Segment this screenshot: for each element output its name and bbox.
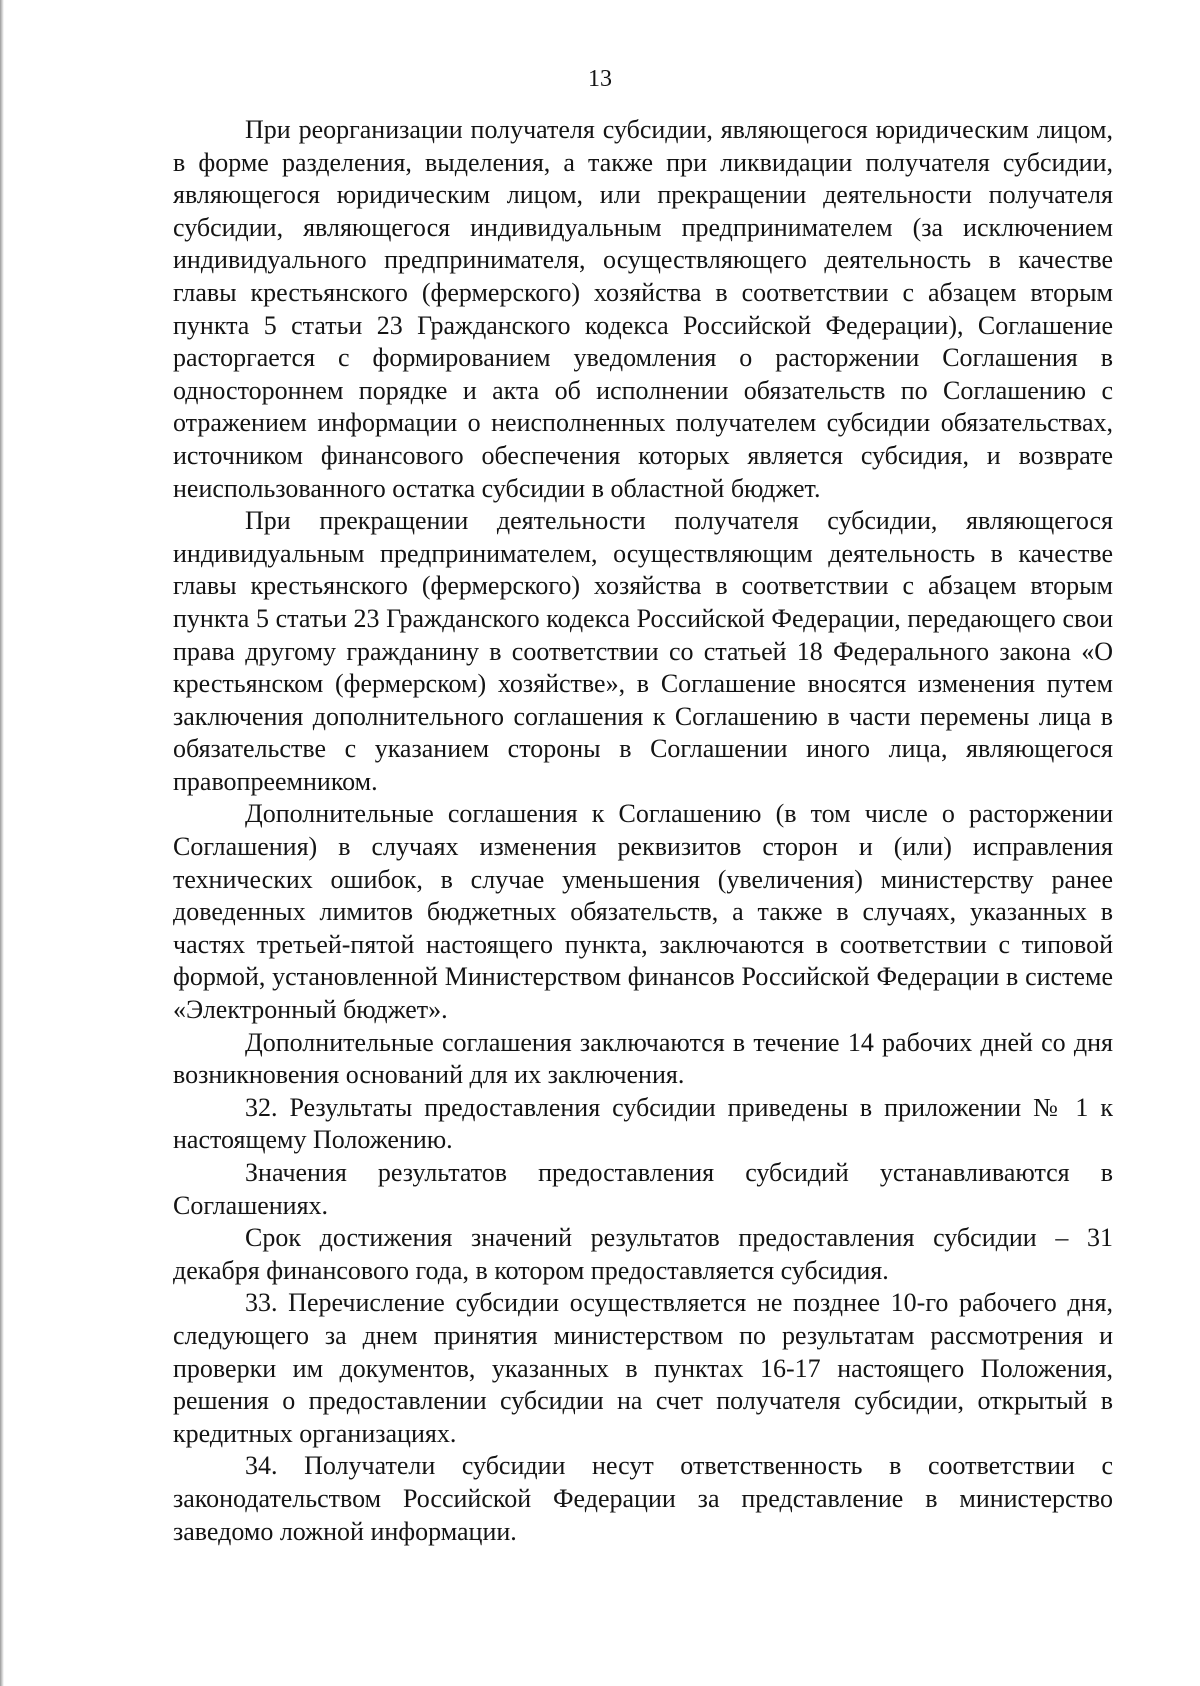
paragraph-termination: При прекращении деятельности получателя субсидии, являющегося индивидуальным предпринимателем, осуществляющим деятельность в качестве главы крестьянского (фермерского) хозяйства в соответствии с абзацем вторым пункта 5 статьи 23 Гражданского кодекса Российской Федерации, передающего свои права другому гражданину в соответствии со статьей 18 Федерального закона «О крестьянском (фермерском) хозяйстве», в Соглашение вносятся изменения путем заключения дополнительного соглашения к Соглашению в части перемены лица в обязательстве с указанием стороны в Соглашении иного лица, являющегося правопреемником. (173, 506, 1113, 796)
paragraph-item-34: 34. Получатели субсидии несут ответственность в соответствии с законодательством Российской Федерации за представление в министерство заведомо ложной информации. (173, 1451, 1113, 1546)
paragraph-item-32: 32. Результаты предоставления субсидии приведены в приложении № 1 к настоящему Положению. (173, 1092, 1113, 1155)
paragraph-result-values: Значения результатов предоставления субсидий устанавливаются в Соглашениях. (173, 1158, 1113, 1220)
document-body (173, 114, 1113, 1548)
paragraph-deadline: Срок достижения значений результатов предоставления субсидии – 31 декабря финансового года, в котором предоставляется субсидия. (173, 1223, 1113, 1285)
paragraph-additional-agreements: Дополнительные соглашения к Соглашению (в том числе о расторжении Соглашения) в случаях изменения реквизитов сторон и (или) исправления технических ошибок, в случае уменьшения (увеличения) министерству ранее доведенных лимитов бюджетных обязательств, а также в случаях, указанных в частях третьей-пятой настоящего пункта, заключаются в соответствии с типовой формой, установленной Министерством финансов Российской Федерации в системе «Электронный бюджет». (173, 799, 1113, 1025)
paragraph-item-33: 33. Перечисление субсидии осуществляется не позднее 10-го рабочего дня, следующего за днем принятия министерством по результатам рассмотрения и проверки им документов, указанных в пунктах 16-17 настоящего Положения, решения о предоставлении субсидии на счет получателя субсидии, открытый в кредитных организациях. (173, 1288, 1113, 1448)
scan-edge (0, 0, 4, 1686)
page-number: 13 (588, 66, 612, 92)
paragraph-additional-agreements-term: Дополнительные соглашения заключаются в течение 14 рабочих дней со дня возникновения оснований для их заключения. (173, 1027, 1113, 1090)
paragraph-reorganization: При реорганизации получателя субсидии, являющегося юридическим лицом, в форме разделения, выделения, а также при ликвидации получателя субсидии, являющегося юридическим лицом, или прекращении деятельности получателя субсидии, являющегося индивидуальным предпринимателем (за исключением индивидуального предпринимателя, осуществляющего деятельность в качестве главы крестьянского (фермерского) хозяйства в соответствии с абзацем вторым пункта 5 статьи 23 Гражданского кодекса Российской Федерации), Соглашение расторгается с формированием уведомления о расторжении Соглашения в одностороннем порядке и акта об исполнении обязательств по Соглашению с отражением информации о неисполненных получателем субсидии обязательствах, источником финансового обеспечения которых является субсидия, и возврате неиспользованного остатка субсидии в областной бюджет. (173, 115, 1113, 503)
